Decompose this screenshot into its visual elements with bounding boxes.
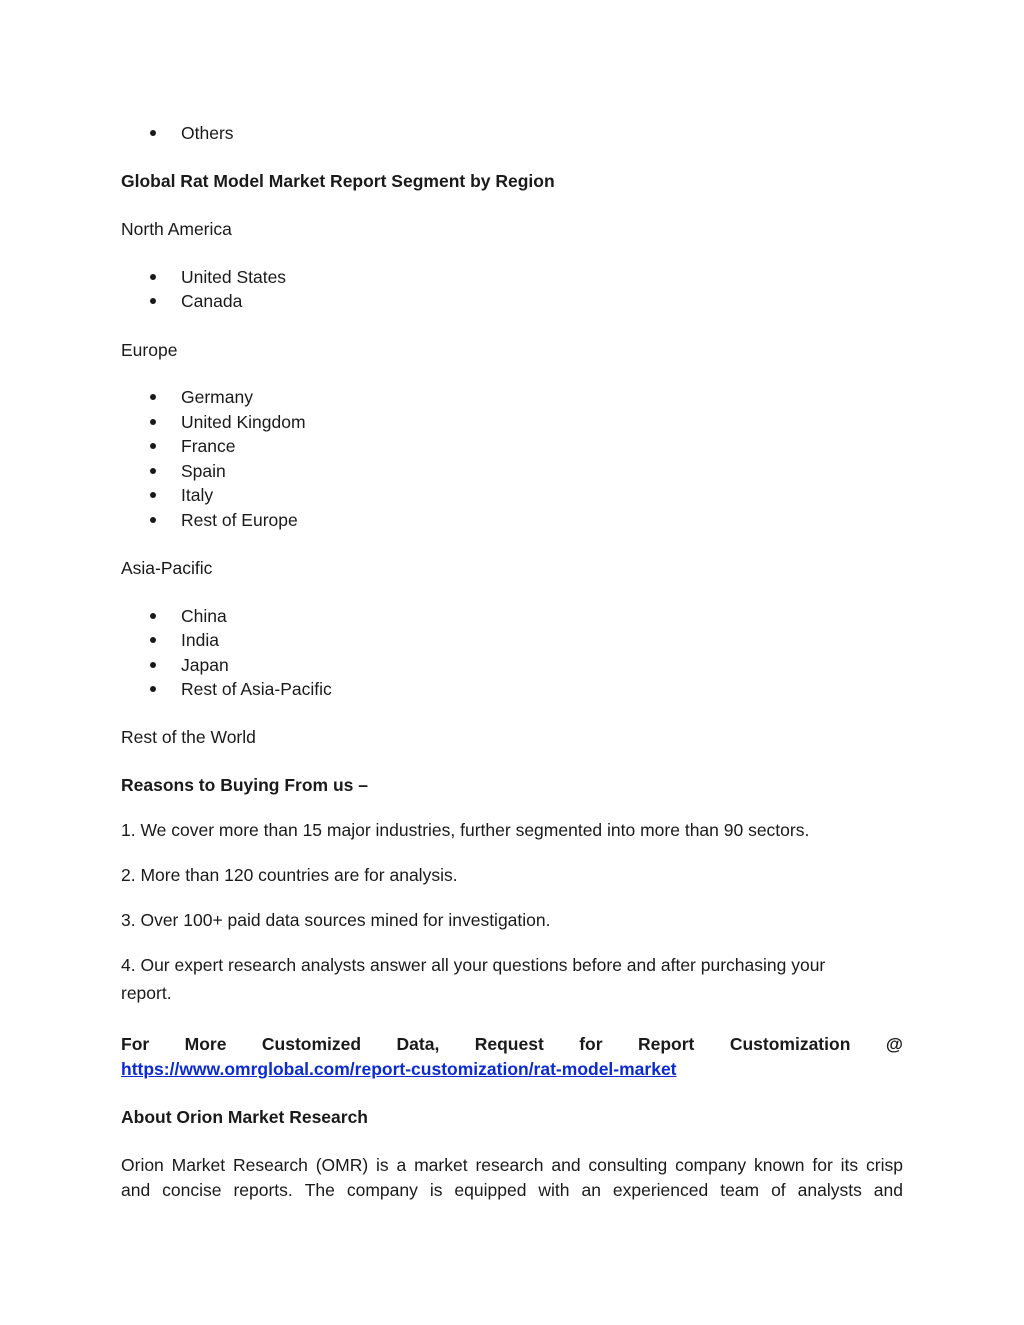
about-word: its [840, 1155, 859, 1175]
list-item [0, 459, 1024, 483]
bullet-icon [150, 130, 156, 136]
list-item [0, 434, 1024, 458]
list-item [0, 604, 1024, 628]
about-word: and [873, 1180, 903, 1200]
customization-word: Customization [729, 1034, 851, 1054]
list-item [0, 410, 1024, 434]
region-label-europe: Europe [121, 340, 178, 360]
list-item-label: United States [181, 267, 287, 287]
bullet-icon [150, 394, 156, 400]
about-word: company [346, 1180, 418, 1200]
reason-item-2: 2. More than 120 countries are for analysis. [121, 865, 458, 885]
bullet-icon [150, 613, 156, 619]
about-word: of [771, 1180, 786, 1200]
about-word: and [121, 1180, 151, 1200]
about-word: an [581, 1180, 601, 1200]
about-word: is [429, 1180, 443, 1200]
customization-request-line [121, 1032, 903, 1056]
bullet-icon [150, 637, 156, 643]
list-item-label: Rest of Asia-Pacific [181, 679, 332, 699]
list-item-label: Germany [181, 387, 253, 407]
about-word: Orion [121, 1155, 164, 1175]
list-item-label: India [181, 630, 219, 650]
about-word: Market [171, 1155, 226, 1175]
about-word: experienced [612, 1180, 709, 1200]
about-word: research [475, 1155, 544, 1175]
region-label-north-america: North America [121, 219, 232, 239]
list-item-label: Canada [181, 291, 243, 311]
section-heading-about: About Orion Market Research [121, 1107, 368, 1127]
bullet-icon [150, 298, 156, 304]
customization-word: For [121, 1034, 150, 1054]
list-item [0, 628, 1024, 652]
about-word: known [753, 1155, 805, 1175]
region-label-rest-of-world: Rest of the World [121, 727, 256, 747]
about-word: for [812, 1155, 833, 1175]
reason-item-4-continued: report. [121, 983, 172, 1003]
bullet-icon [150, 443, 156, 449]
list-item [0, 483, 1024, 507]
reason-item-1: 1. We cover more than 15 major industries, further segmented into more than 90 sectors. [121, 820, 810, 840]
about-word: consulting [588, 1155, 668, 1175]
about-word: equipped [454, 1180, 527, 1200]
reason-item-3: 3. Over 100+ paid data sources mined for investigation. [121, 910, 551, 930]
about-word: and [551, 1155, 581, 1175]
customization-link-line [121, 1057, 677, 1081]
bullet-icon [150, 419, 156, 425]
customization-word: Report [638, 1034, 695, 1054]
about-paragraph-line-1 [121, 1153, 903, 1177]
about-word: market [414, 1155, 468, 1175]
region-label-asia-pacific: Asia-Pacific [121, 558, 213, 578]
list-item [0, 121, 1024, 145]
bullet-icon [150, 517, 156, 523]
about-word: is [376, 1155, 389, 1175]
about-word: team [720, 1180, 760, 1200]
list-item [0, 677, 1024, 701]
about-word: a [396, 1155, 407, 1175]
list-item [0, 653, 1024, 677]
about-word: (OMR) [315, 1155, 369, 1175]
customization-word: @ [885, 1034, 903, 1054]
customization-word: Request [474, 1034, 544, 1054]
list-item-label: Others [181, 123, 234, 143]
about-word: concise [162, 1180, 222, 1200]
bullet-icon [150, 662, 156, 668]
bullet-icon [150, 686, 156, 692]
customization-word: for [579, 1034, 603, 1054]
about-word: Research [232, 1155, 308, 1175]
list-item-label: Spain [181, 461, 226, 481]
customization-link[interactable]: https://www.omrglobal.com/report-customization/rat-model-market [121, 1059, 677, 1079]
reason-item-4: 4. Our expert research analysts answer all your questions before and after purchasing your [121, 955, 826, 975]
list-item-label: Rest of Europe [181, 510, 298, 530]
customization-word: Customized [261, 1034, 362, 1054]
list-item [0, 289, 1024, 313]
bullet-icon [150, 468, 156, 474]
list-item-label: Japan [181, 655, 229, 675]
list-item-label: United Kingdom [181, 412, 306, 432]
about-word: analysts [797, 1180, 862, 1200]
about-paragraph-line-2 [121, 1178, 903, 1202]
section-heading-region: Global Rat Model Market Report Segment by Region [121, 171, 555, 191]
list-item [0, 385, 1024, 409]
list-item [0, 265, 1024, 289]
list-item-label: China [181, 606, 227, 626]
about-word: The [304, 1180, 335, 1200]
about-word: company [675, 1155, 747, 1175]
about-word: with [538, 1180, 570, 1200]
list-item [0, 508, 1024, 532]
about-word: reports. [233, 1180, 293, 1200]
bullet-icon [150, 274, 156, 280]
section-heading-reasons: Reasons to Buying From us – [121, 775, 368, 795]
about-word: crisp [866, 1155, 903, 1175]
list-item-label: Italy [181, 485, 214, 505]
list-item-label: France [181, 436, 236, 456]
customization-word: Data, [396, 1034, 440, 1054]
customization-word: More [184, 1034, 227, 1054]
bullet-icon [150, 492, 156, 498]
